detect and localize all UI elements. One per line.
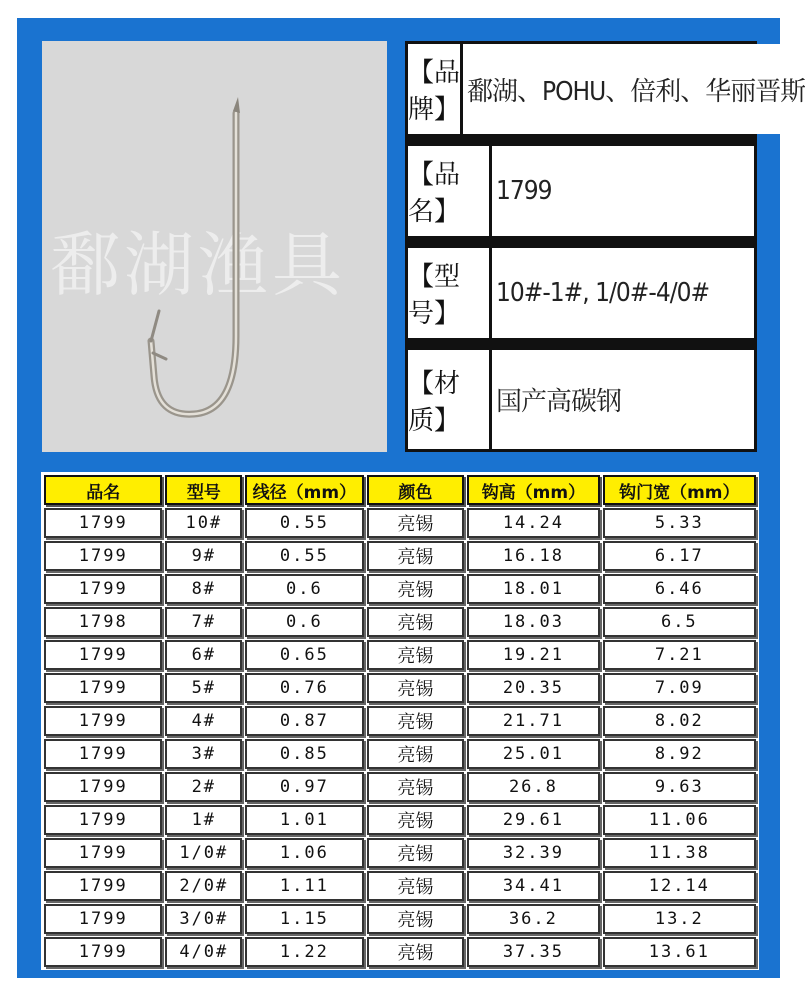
table-row [44,937,756,967]
table-cell: 34.41 [467,871,599,901]
table-cell: 1799 [44,640,162,670]
table-row [44,541,756,571]
info-row-brand [408,44,805,134]
table-row [44,607,756,637]
table-cell: 0.55 [245,508,363,538]
info-key: 【材质】 [408,350,492,449]
table-cell: 5.33 [603,508,756,538]
table-cell: 11.38 [603,838,756,868]
table-cell: 亮锡 [367,838,465,868]
table-cell: 2/0# [165,871,242,901]
table-cell: 1799 [44,673,162,703]
table-cell: 0.6 [245,574,363,604]
table-cell: 亮锡 [367,904,465,934]
table-cell: 6.46 [603,574,756,604]
table-cell: 0.6 [245,607,363,637]
table-cell: 1/0# [165,838,242,868]
table-cell: 1799 [44,574,162,604]
table-cell: 25.01 [467,739,599,769]
table-cell: 3/0# [165,904,242,934]
table-cell: 1.06 [245,838,363,868]
table-cell: 0.55 [245,541,363,571]
table-cell: 37.35 [467,937,599,967]
table-cell: 8.92 [603,739,756,769]
table-cell: 7.09 [603,673,756,703]
table-cell: 8# [165,574,242,604]
table-cell: 14.24 [467,508,599,538]
table-cell: 7.21 [603,640,756,670]
table-row [44,706,756,736]
table-cell: 20.35 [467,673,599,703]
table-cell: 1799 [44,739,162,769]
table-row [44,772,756,802]
table-row [44,904,756,934]
table-cell: 亮锡 [367,607,465,637]
table-cell: 1799 [44,838,162,868]
table-cell: 4# [165,706,242,736]
table-cell: 16.18 [467,541,599,571]
table-cell: 亮锡 [367,706,465,736]
table-cell: 11.06 [603,805,756,835]
info-key: 【品名】 [408,146,492,236]
table-cell: 0.65 [245,640,363,670]
table-cell: 1.01 [245,805,363,835]
table-cell: 6.17 [603,541,756,571]
table-cell: 1799 [44,937,162,967]
info-value: 10#-1#, 1/0#-4/0# [492,248,754,338]
table-header-row [44,475,756,505]
table-row [44,640,756,670]
table-row [44,805,756,835]
table-cell: 9.63 [603,772,756,802]
info-row-material [408,350,754,449]
table-cell: 亮锡 [367,937,465,967]
spec-table-container [41,472,759,964]
table-cell: 1799 [44,706,162,736]
header-cell: 钩门宽（mm） [603,475,756,505]
info-key: 【品牌】 [408,44,463,134]
table-cell: 6.5 [603,607,756,637]
table-cell: 1799 [44,508,162,538]
table-cell: 0.76 [245,673,363,703]
table-cell: 21.71 [467,706,599,736]
spec-table [41,472,759,970]
table-cell: 2# [165,772,242,802]
table-cell: 13.2 [603,904,756,934]
table-cell: 亮锡 [367,574,465,604]
table-cell: 26.8 [467,772,599,802]
header-cell: 钩高（mm） [467,475,599,505]
header-cell: 颜色 [367,475,465,505]
table-row [44,871,756,901]
table-cell: 1798 [44,607,162,637]
info-row-model [408,248,754,338]
table-cell: 1799 [44,772,162,802]
table-cell: 13.61 [603,937,756,967]
table-cell: 1.22 [245,937,363,967]
table-row [44,739,756,769]
info-value: 国产高碳钢 [492,350,754,449]
table-cell: 1.15 [245,904,363,934]
product-photo [42,41,387,452]
table-cell: 亮锡 [367,772,465,802]
fish-hook-image [42,41,387,452]
table-cell: 4/0# [165,937,242,967]
table-cell: 36.2 [467,904,599,934]
table-cell: 7# [165,607,242,637]
product-frame [17,18,805,978]
table-cell: 12.14 [603,871,756,901]
info-value: 1799 [492,146,754,236]
table-cell: 1.11 [245,871,363,901]
table-cell: 1799 [44,541,162,571]
table-cell: 3# [165,739,242,769]
table-cell: 0.85 [245,739,363,769]
table-cell: 19.21 [467,640,599,670]
table-row [44,508,756,538]
table-cell: 18.01 [467,574,599,604]
table-row [44,673,756,703]
table-cell: 亮锡 [367,805,465,835]
table-row [44,574,756,604]
header-cell: 线径（mm） [245,475,363,505]
table-cell: 1# [165,805,242,835]
table-cell: 18.03 [467,607,599,637]
table-cell: 6# [165,640,242,670]
table-cell: 亮锡 [367,541,465,571]
table-cell: 1799 [44,904,162,934]
table-cell: 0.97 [245,772,363,802]
table-cell: 9# [165,541,242,571]
table-cell: 29.61 [467,805,599,835]
table-cell: 亮锡 [367,640,465,670]
table-cell: 亮锡 [367,739,465,769]
table-cell: 32.39 [467,838,599,868]
info-value: 鄱湖、POHU、倍利、华丽晋斯 [463,44,805,134]
table-cell: 亮锡 [367,673,465,703]
info-row-name [408,146,754,236]
table-cell: 0.87 [245,706,363,736]
header-cell: 品名 [44,475,162,505]
watermark-text: 鄱湖渔具 [50,224,346,306]
table-cell: 1799 [44,871,162,901]
table-cell: 亮锡 [367,508,465,538]
info-key: 【型号】 [408,248,492,338]
table-cell: 1799 [44,805,162,835]
table-cell: 10# [165,508,242,538]
table-cell: 8.02 [603,706,756,736]
header-cell: 型号 [165,475,242,505]
table-cell: 5# [165,673,242,703]
table-cell: 亮锡 [367,871,465,901]
table-row [44,838,756,868]
spec-info-panel [405,41,805,452]
